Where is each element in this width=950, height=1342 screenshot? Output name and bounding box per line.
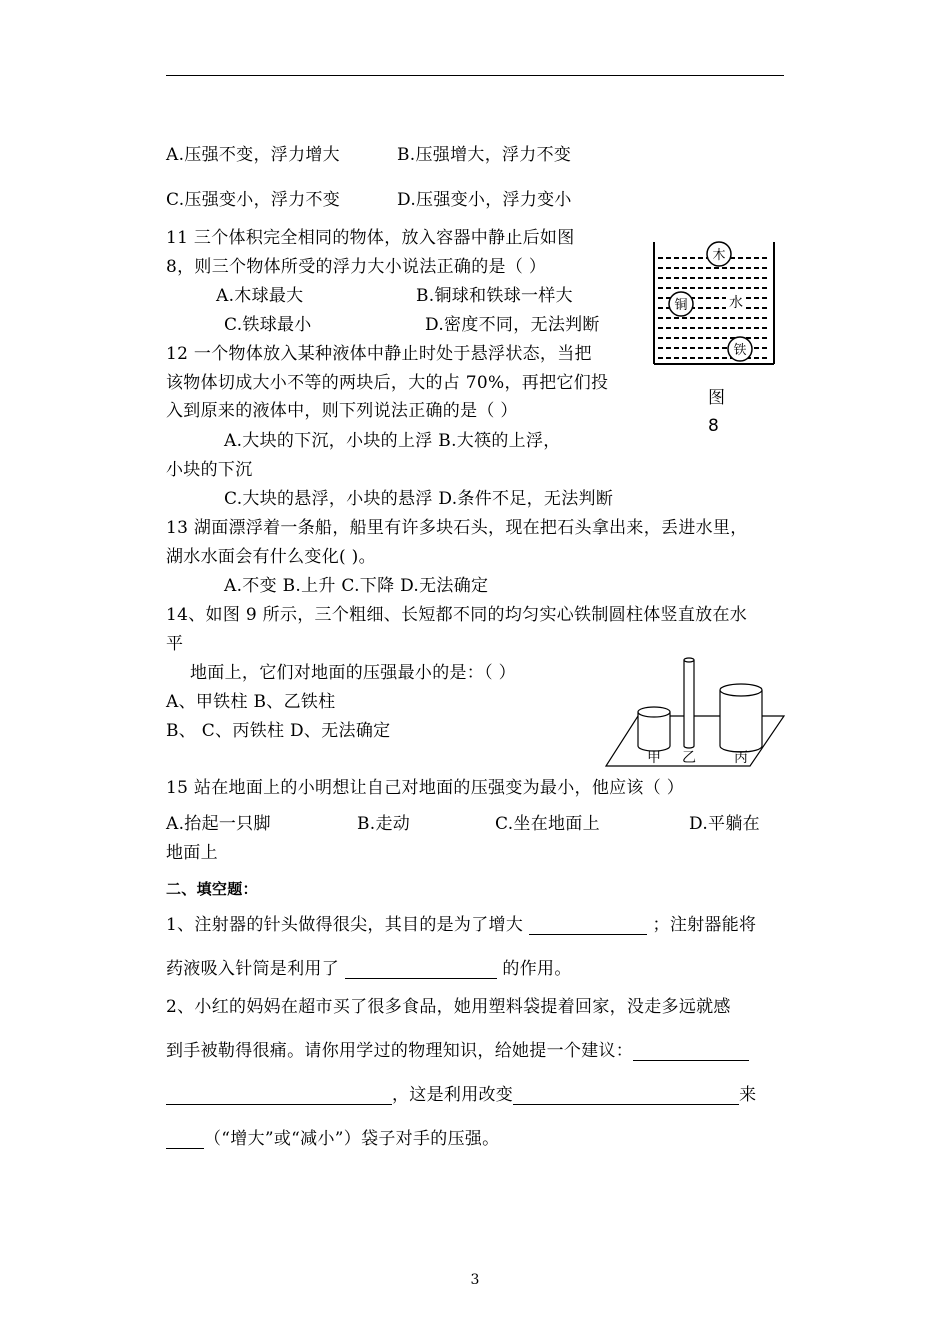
fill-1-blank-2[interactable] [345, 962, 497, 979]
label-jia: 甲 [647, 750, 661, 766]
q12-option-ab: A.大块的下沉，小块的上浮 B.大筷的上浮， [224, 431, 561, 451]
copper-ball-label: 铜 [674, 298, 688, 313]
q15-option-a: A.抬起一只脚 [166, 814, 271, 834]
cylinder-yi [684, 660, 694, 748]
q11-stem-line1: 11 三个体积完全相同的物体，放入容器中静止后如图 [166, 228, 575, 248]
q12-stem-line3: 入到原来的液体中，则下列说法正确的是（ ） [166, 401, 518, 421]
q11-option-c: C.铁球最小 [224, 315, 312, 335]
q10-option-b: B.压强增大，浮力不变 [397, 145, 572, 165]
fill-2-line4: （“增大”或“减小”）袋子对手的压强。 [166, 1129, 499, 1149]
q13-options: A.不变 B.上升 C.下降 D.无法确定 [224, 576, 489, 596]
label-bing: 丙 [734, 750, 748, 766]
q14-option-cd: B、 C、丙铁柱 D、无法确定 [166, 721, 391, 741]
q12-stem-line1: 12 一个物体放入某种液体中静止时处于悬浮状态，当把 [166, 344, 592, 364]
fill-2-blank-2[interactable] [513, 1088, 739, 1105]
figure-8-caption-1: 图 [708, 388, 726, 408]
page-number: 3 [470, 1272, 480, 1288]
q14-stem-line3: 地面上，它们对地面的压强最小的是：（ ） [190, 663, 516, 683]
q10-option-c: C.压强变小，浮力不变 [166, 190, 341, 210]
q14-option-ab: A、甲铁柱 B、乙铁柱 [166, 692, 336, 712]
q12-stem-line2: 该物体切成大小不等的两块后，大的占 70%，再把它们投 [166, 373, 609, 393]
q15-option-b: B.走动 [357, 814, 411, 834]
fill-1-line2: 药液吸入针筒是利用了 的作用。 [166, 959, 572, 979]
cylinder-bing [720, 690, 762, 752]
fill-2-blank-3[interactable] [166, 1132, 204, 1149]
fill-1-line1: 1、注射器的针头做得很尖，其目的是为了增大 ；注射器能将 [166, 915, 757, 935]
q15-stem: 15 站在地面上的小明想让自己对地面的压强变为最小，他应该（ ） [166, 778, 685, 798]
wood-ball-label: 木 [712, 248, 726, 263]
cylinder-jia [638, 712, 670, 751]
q13-stem-line1: 13 湖面漂浮着一条船，船里有许多块石头，现在把石头拿出来，丢进水里， [166, 518, 748, 538]
fill-2-line2: 到手被勒得很痛。请你用学过的物理知识，给她提一个建议： [166, 1041, 749, 1061]
q15-option-c: C.坐在地面上 [495, 814, 600, 834]
fill-2-blank-1-cont[interactable] [166, 1088, 392, 1105]
figure-8-container-diagram [648, 236, 778, 370]
figure-8-caption-2: 8 [708, 416, 720, 436]
q15-option-d: D.平躺在 [689, 814, 760, 834]
fill-2-line1: 2、小红的妈妈在超市买了很多食品，她用塑料袋提着回家，没走多远就感 [166, 997, 731, 1017]
water-label: 水 [729, 295, 743, 311]
fill-2-line3: ，这是利用改变 来 [166, 1085, 756, 1105]
fill-2-blank-1[interactable] [633, 1044, 749, 1061]
q15-option-d-cont: 地面上 [166, 843, 218, 863]
q11-option-d: D.密度不同，无法判断 [425, 315, 600, 335]
figure-9-cylinders-diagram [604, 650, 788, 772]
header-rule [166, 75, 784, 76]
q11-option-b: B.铜球和铁球一样大 [416, 286, 573, 306]
q11-option-a: A.木球最大 [216, 286, 304, 306]
q10-option-a: A.压强不变，浮力增大 [166, 145, 340, 165]
q12-option-ab-cont: 小块的下沉 [166, 460, 253, 480]
q14-stem-line2: 平 [166, 634, 184, 654]
label-yi: 乙 [682, 750, 696, 766]
q12-option-cd: C.大块的悬浮，小块的悬浮 D.条件不足，无法判断 [224, 489, 614, 509]
q14-stem-line1: 14、如图 9 所示，三个粗细、长短都不同的均匀实心铁制圆柱体竖直放在水 [166, 605, 748, 625]
iron-ball-label: 铁 [733, 343, 747, 358]
q11-stem-line2: 8，则三个物体所受的浮力大小说法正确的是（ ） [166, 257, 547, 277]
q13-stem-line2: 湖水水面会有什么变化( )。 [166, 547, 376, 567]
section-2-title: 二、填空题： [166, 880, 258, 898]
fill-1-blank-1[interactable] [529, 918, 647, 935]
q10-option-d: D.压强变小，浮力变小 [397, 190, 572, 210]
